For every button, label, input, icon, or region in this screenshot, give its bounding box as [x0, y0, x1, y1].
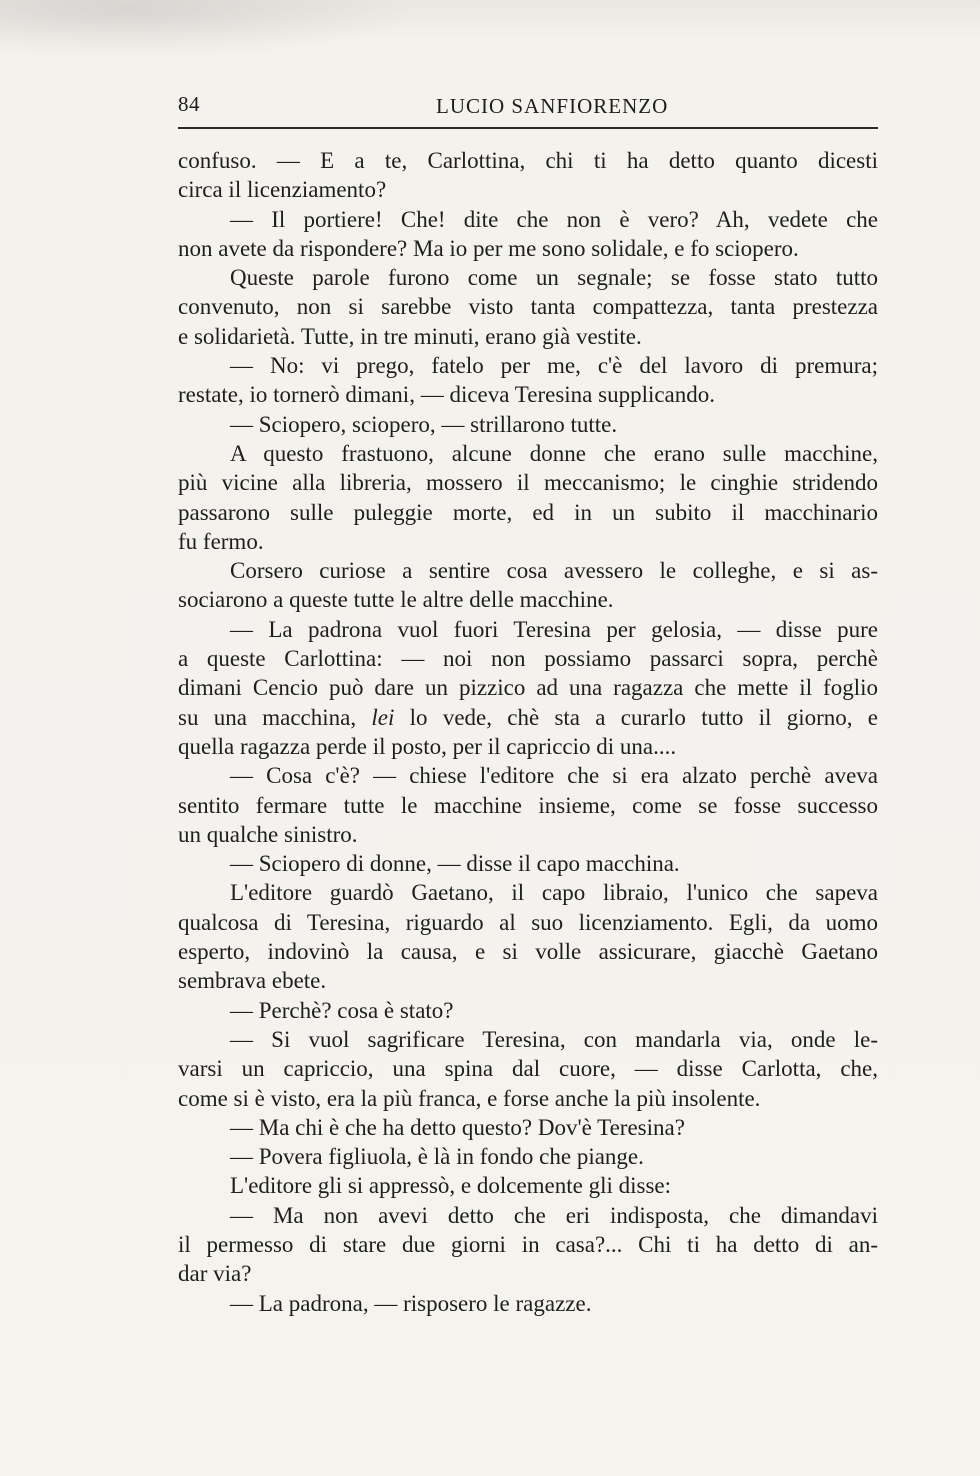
text-line: a queste Carlottina: — noi non possiamo passarci sopra, perchè	[178, 646, 878, 672]
text-line: dar via?	[178, 1261, 252, 1287]
text-line: sociarono a queste tutte le altre delle macchine.	[178, 587, 614, 613]
text-line: non avete da rispondere? Ma io per me sono solidale, e fo sciopero.	[178, 235, 799, 261]
text-line: fu fermo.	[178, 528, 264, 554]
text-line: esperto, indovinò la causa, e si volle assicurare, giacchè Gaetano	[178, 939, 878, 965]
page-number: 84	[178, 92, 200, 116]
text-line: — Povera figliuola, è là in fondo che piange.	[230, 1144, 644, 1170]
text-line: confuso. — E a te, Carlottina, chi ti ha detto quanto dicesti	[178, 148, 878, 173]
text-line: convenuto, non si sarebbe visto tanta compattezza, tanta prestezza	[178, 294, 878, 320]
text-line: — Ma chi è che ha detto questo? Dov'è Teresina?	[230, 1114, 685, 1140]
text-line: un qualche sinistro.	[178, 821, 358, 847]
text-line: come si è visto, era la più franca, e forse anche la più insolente.	[178, 1085, 761, 1111]
text-line: — La padrona, — risposero le ragazze.	[230, 1290, 592, 1316]
text-line: quella ragazza perde il posto, per il capriccio di una....	[178, 733, 677, 759]
text-line: — Perchè? cosa è stato?	[230, 997, 454, 1023]
body-text	[178, 146, 878, 1318]
text-line: — Si vuol sagrificare Teresina, con mandarla via, onde le-	[230, 1026, 878, 1052]
text-line: — Cosa c'è? — chiese l'editore che si era alzato perchè aveva	[230, 763, 878, 789]
text-line: L'editore guardò Gaetano, il capo libraio, l'unico che sapeva	[230, 880, 878, 906]
text-line: Queste parole furono come un segnale; se fosse stato tutto	[230, 265, 878, 291]
text-line: sembrava ebete.	[178, 968, 327, 994]
text-line: e solidarietà. Tutte, in tre minuti, erano già vestite.	[178, 323, 642, 349]
text-line: su una macchina, lei lo vede, chè sta a curarlo tutto il giorno, e	[178, 704, 878, 730]
page-header	[178, 88, 878, 128]
text-line: — Sciopero, sciopero, — strillarono tutte.	[230, 411, 618, 437]
text-line: sentito fermare tutte le macchine insieme, come se fosse successo	[178, 792, 878, 818]
text-line: passarono sulle puleggie morte, ed in un subito il macchinario	[178, 499, 878, 525]
text-line: L'editore gli si appressò, e dolcemente gli disse:	[230, 1173, 672, 1199]
text-line: circa il licenziamento?	[178, 177, 387, 203]
text-line: Corsero curiose a sentire cosa avessero le colleghe, e si as-	[230, 558, 878, 584]
header-rule	[178, 127, 878, 129]
text-line: il permesso di stare due giorni in casa?... Chi ti ha detto di an-	[178, 1231, 878, 1257]
running-head: LUCIO SANFIORENZO	[436, 94, 669, 118]
page-stain	[0, 0, 420, 60]
text-line: — No: vi prego, fatelo per me, c'è del lavoro di premura;	[230, 353, 878, 379]
text-line: dimani Cencio può dare un pizzico ad una ragazza che mette il foglio	[178, 675, 878, 701]
text-line: A questo frastuono, alcune donne che erano sulle macchine,	[230, 440, 878, 466]
text-line: restate, io tornerò dimani, — diceva Teresina supplicando.	[178, 382, 716, 408]
text-line: più vicine alla libreria, mossero il meccanismo; le cinghie stridendo	[178, 470, 878, 496]
text-line: — La padrona vuol fuori Teresina per gelosia, — disse pure	[230, 616, 878, 642]
text-line: — Sciopero di donne, — disse il capo macchina.	[230, 851, 680, 877]
text-line: qualcosa di Teresina, riguardo al suo licenziamento. Egli, da uomo	[178, 909, 878, 935]
text-line: — Ma non avevi detto che eri indisposta, che dimandavi	[230, 1202, 878, 1228]
emphasis: lei	[371, 704, 395, 730]
text-line: varsi un capriccio, una spina dal cuore, — disse Carlotta, che,	[178, 1056, 878, 1082]
text-line: — Il portiere! Che! dite che non è vero? Ah, vedete che	[230, 206, 878, 232]
